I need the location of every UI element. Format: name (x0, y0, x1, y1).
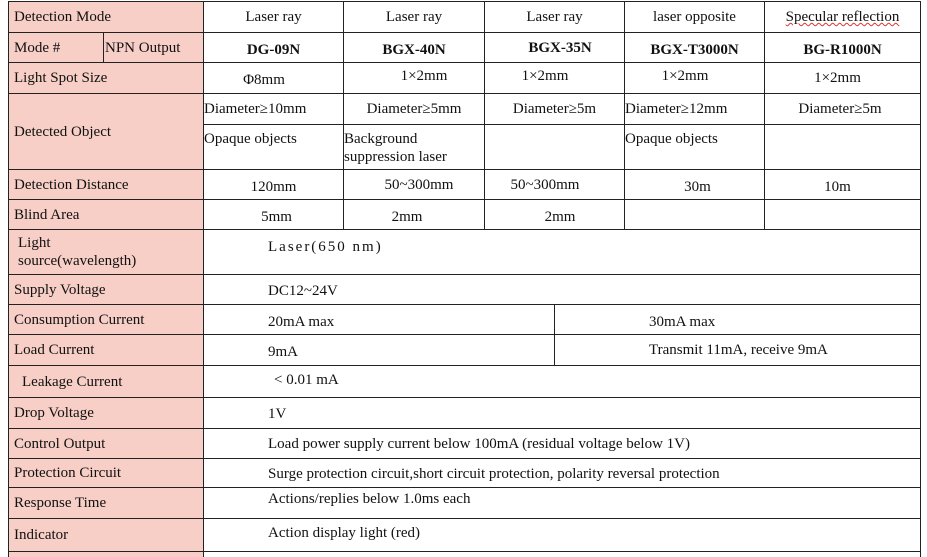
indicator-value: Action display light (red) (268, 525, 421, 541)
grid-h (8, 229, 921, 230)
drop-voltage-label-text: Drop Voltage (14, 405, 94, 421)
model-1-distance: 120mm (250, 178, 297, 195)
label-blind-area (8, 200, 203, 229)
model-2-distance: 50~300mm (384, 176, 454, 193)
model-1-object: Opaque objects (204, 131, 297, 147)
light-spot-size-label-text: Light Spot Size (14, 70, 108, 86)
light-source-value: Laser(650 nm) (268, 239, 383, 255)
model-5-distance: 10m (824, 178, 851, 195)
grid-h (8, 62, 921, 63)
model-4-diameter: Diameter≥12mm (625, 101, 728, 117)
response-time-label-text: Response Time (14, 495, 107, 511)
grid-v (554, 304, 555, 365)
grid-h (204, 124, 921, 125)
detected-object-label-text: Detected Object (14, 123, 112, 140)
mode-no-label-text: Mode # (14, 39, 61, 56)
supply-voltage-value: DC12~24V (268, 283, 338, 299)
model-4-distance: 30m (684, 178, 711, 195)
model-1-mode: Laser ray (245, 9, 302, 25)
model-4-mode: laser opposite (653, 9, 736, 25)
label-detected-object (8, 94, 203, 169)
model-5-name: BG-R1000N (803, 41, 882, 58)
grid-v (343, 1, 344, 229)
grid-h (8, 1, 921, 2)
label-extra-row (8, 552, 203, 557)
protection-circuit-label-text: Protection Circuit (14, 465, 122, 481)
label-leakage-current (8, 366, 203, 397)
protection-circuit-value: Surge protection circuit,short circuit protection, polarity reversal protection (268, 466, 720, 482)
drop-voltage-value: 1V (268, 406, 287, 422)
model-3-diameter: Diameter≥5m (512, 101, 597, 117)
model-2-blind: 2mm (391, 208, 423, 225)
load-current-label-text: Load Current (14, 342, 95, 358)
model-1-diameter: Diameter≥10mm (204, 101, 307, 117)
response-time-value: Actions/replies below 1.0ms each (268, 491, 471, 507)
indicator-label-text: Indicator (14, 527, 69, 543)
control-output-value: Load power supply current below 100mA (residual voltage below 1V) (268, 436, 690, 452)
model-2-spot: 1×2mm (400, 68, 448, 84)
model-3-distance: 50~300mm (510, 176, 580, 193)
supply-voltage-label-text: Supply Voltage (14, 281, 106, 298)
model-5-mode: Specular reflection (785, 9, 900, 25)
grid-h (8, 334, 921, 335)
grid-v (764, 1, 765, 229)
blind-area-label-text: Blind Area (14, 206, 80, 223)
label-load-current (8, 335, 203, 365)
grid-v (203, 1, 204, 557)
load-current-a: 9mA (268, 344, 298, 360)
label-drop-voltage (8, 398, 203, 428)
grid-v (484, 1, 485, 229)
grid-h (8, 199, 921, 200)
model-5-spot: 1×2mm (814, 70, 861, 86)
grid-h (8, 458, 921, 459)
consumption-current-b: 30mA max (649, 314, 716, 330)
grid-h (8, 32, 921, 33)
grid-v (920, 1, 921, 557)
control-output-label-text: Control Output (14, 435, 106, 452)
grid-h (8, 487, 921, 488)
grid-v (8, 1, 9, 557)
label-detection-distance (8, 170, 203, 199)
model-2-name: BGX-40N (382, 41, 446, 58)
model-2-object-line1: Background (344, 131, 418, 147)
leakage-current-label-text: Leakage Current (22, 373, 123, 390)
label-detection-mode (8, 2, 203, 32)
grid-h (8, 428, 921, 429)
model-2-mode: Laser ray (385, 9, 443, 25)
model-4-name: BGX-T3000N (650, 41, 739, 58)
grid-v (103, 32, 104, 62)
grid-h (8, 93, 921, 94)
model-2-diameter: Diameter≥5mm (366, 101, 462, 117)
npn-output-label-text: NPN Output (105, 39, 181, 56)
model-5-diameter: Diameter≥5m (798, 101, 882, 117)
label-consumption-current (8, 305, 203, 334)
label-mode-no (8, 33, 103, 62)
light-source-label-line1: Light (18, 235, 51, 251)
model-4-object: Opaque objects (625, 131, 718, 147)
label-response-time (8, 488, 203, 518)
grid-h (8, 304, 921, 305)
model-3-blind: 2mm (544, 208, 576, 225)
label-npn-output (104, 33, 203, 62)
label-indicator (8, 519, 203, 551)
model-2-object-line2: suppression laser (344, 149, 447, 165)
grid-h (8, 365, 921, 366)
label-control-output (8, 429, 203, 458)
grid-h (8, 169, 921, 170)
grid-h (8, 551, 921, 552)
model-1-blind: 5mm (261, 208, 292, 225)
label-light-source (8, 230, 203, 274)
detection-distance-label-text: Detection Distance (14, 176, 129, 193)
label-protection-circuit (8, 459, 203, 487)
grid-h (8, 274, 921, 275)
model-3-name: BGX-35N (528, 39, 592, 56)
model-4-spot: 1×2mm (661, 68, 709, 84)
model-1-spot: Φ8mm (243, 72, 285, 88)
model-3-spot: 1×2mm (521, 68, 569, 84)
model-1-name: DG-09N (246, 41, 301, 58)
grid-h (8, 397, 921, 398)
detection-mode-label-text: Detection Mode (14, 9, 112, 25)
label-supply-voltage (8, 275, 203, 304)
load-current-b: Transmit 11mA, receive 9mA (649, 342, 828, 358)
consumption-current-a: 20mA max (268, 314, 335, 330)
model-3-mode: Laser ray (526, 9, 583, 25)
grid-h (8, 518, 921, 519)
consumption-current-label-text: Consumption Current (14, 311, 145, 328)
leakage-current-value: < 0.01 mA (274, 372, 339, 388)
light-source-label-line2: source(wavelength) (18, 253, 137, 269)
label-light-spot-size (8, 63, 203, 93)
grid-v (624, 1, 625, 229)
